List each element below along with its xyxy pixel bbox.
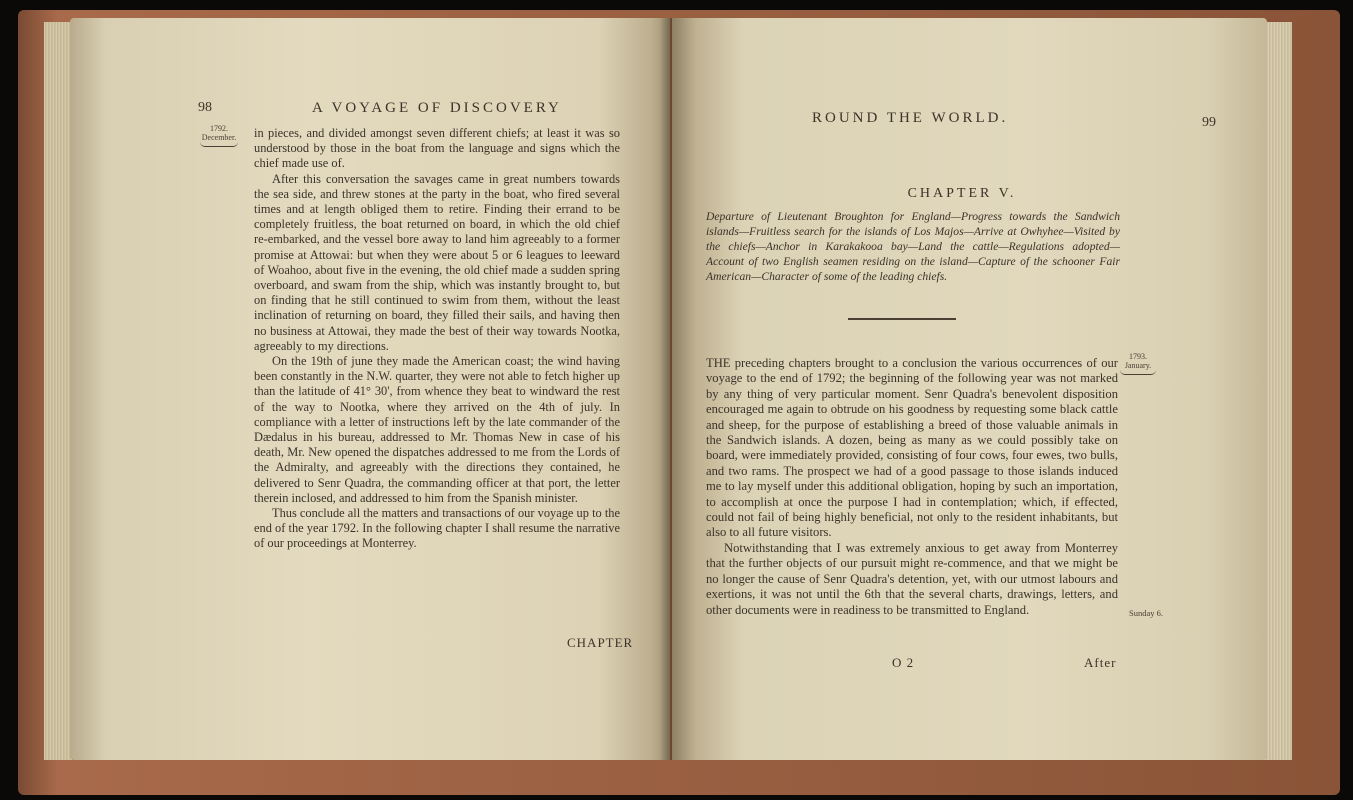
margin-note-month: January.	[1124, 361, 1152, 370]
right-paragraph-2: Notwithstanding that I was extremely anxious to get away from Monterrey that the further objects of our pursuit might re-commence, and that we might be no longer the cause of Senr Quadra's detention, yet, with our utmost labours and exertions, it was not until the 6th that the several charts, drawings, letters, and other documents were in readiness to be transmitted to England.	[706, 540, 1118, 617]
left-paragraph-3: On the 19th of june they made the American coast; the wind having been constantly in the N.W. quarter, they were not able to fetch higher up than the latitude of 41° 30', from whence they beat to windward the rest of the way to Nootka, where they arrived on the 4th of july. In compliance with a letter of instructions left by the late commander of the Dædalus in his bureau, addressed to Mr. Thomas New in case of his death, Mr. New opened the dispatches addressed to me from the Lords of the Admiralty, and agreeably with the directions they contained, he delivered to Senr Quadra, the commanding officer at that port, the letter therein inclosed, and addressed to him from the Spanish minister.	[254, 354, 620, 505]
left-paragraph-4: Thus conclude all the matters and transactions of our voyage up to the end of the year 1792. In the following chapter I shall resume the narrative of our proceedings at Monterrey.	[254, 506, 620, 551]
left-page-number: 98	[198, 100, 212, 115]
left-paragraph-1: in pieces, and divided amongst seven different chiefs; at least it was so understood by those in the boat from the language and signs which the chief made use of.	[254, 126, 620, 171]
left-running-head: A VOYAGE OF DISCOVERY	[312, 100, 562, 116]
chapter-heading: CHAPTER V.	[907, 186, 1017, 201]
ornamental-rule	[848, 318, 956, 320]
chapter-summary: Departure of Lieutenant Broughton for England—Progress towards the Sandwich islands—Fruitless search for the islands of Los Majos—Arrive at Owhyhee—Visited by the chiefs—Anchor in Karakakooa bay—Land the cattle—Regulations adopted—Account of two English seamen residing on the island—Capture of the schooner Fair American—Character of some of the leading chiefs.	[706, 210, 1120, 283]
signature-mark: O 2	[892, 655, 915, 670]
margin-note-month: December.	[201, 133, 237, 142]
left-margin-note	[198, 124, 240, 142]
right-page-number: 99	[1202, 115, 1216, 130]
margin-brace	[200, 142, 238, 147]
right-margin-date: Sunday 6.	[1129, 608, 1163, 618]
left-body-text	[254, 126, 620, 552]
left-page-edges	[44, 22, 72, 760]
left-catchword: CHAPTER	[567, 635, 634, 650]
margin-note-year: 1792.	[210, 124, 228, 133]
margin-note-year: 1793.	[1129, 352, 1147, 361]
right-running-head: ROUND THE WORLD.	[812, 110, 1009, 126]
right-page	[672, 18, 1267, 760]
left-page	[70, 18, 670, 760]
right-body-text	[706, 356, 1118, 618]
right-catchword: After	[1084, 655, 1117, 670]
right-paragraph-1: THE preceding chapters brought to a conclusion the various occurrences of our voyage to the end of 1792; the beginning of the following year was not marked by any thing of very particular moment. Senr Quadra's benevolent disposition encouraged me again to obtrude on his goodness by requesting some black cattle and sheep, for the purpose of establishing a breed of those valuable animals in the Sandwich islands. A dozen, being as many as we could possibly take on board, were immediately provided, consisting of four cows, four ewes, two bulls, and two rams. The prospect we had of a good passage to those islands induced me to lay myself under this additional obligation, hoping by such an importation, to accomplish at once the purpose I had in contemplation; which, if effected, could not fail of being highly beneficial, not only to the resident inhabitants, but also to all future visitors.	[706, 356, 1118, 540]
margin-brace	[1120, 370, 1156, 375]
left-paragraph-2: After this conversation the savages came in great numbers towards the sea side, and threw stones at the party in the boat, who fired several times and at length obliged them to retire. Finding their errand to be completely fruitless, the boat returned on board, in which the old chief re-embarked, and the vessel bore away to land him agreeably to a former promise at Attowai: but when they were about 5 or 6 leagues to leeward of Woahoo, about five in the evening, the old chief made a sudden spring overboard, and swam from the ship, which was instantly brought to, but on finding that he still continued to swim from them, without the least inclination of returning on board, they filled their sails, and having then no business at Attowai, they made the best of their way towards Nootka, agreeably to my directions.	[254, 171, 620, 353]
right-margin-note	[1118, 352, 1158, 370]
